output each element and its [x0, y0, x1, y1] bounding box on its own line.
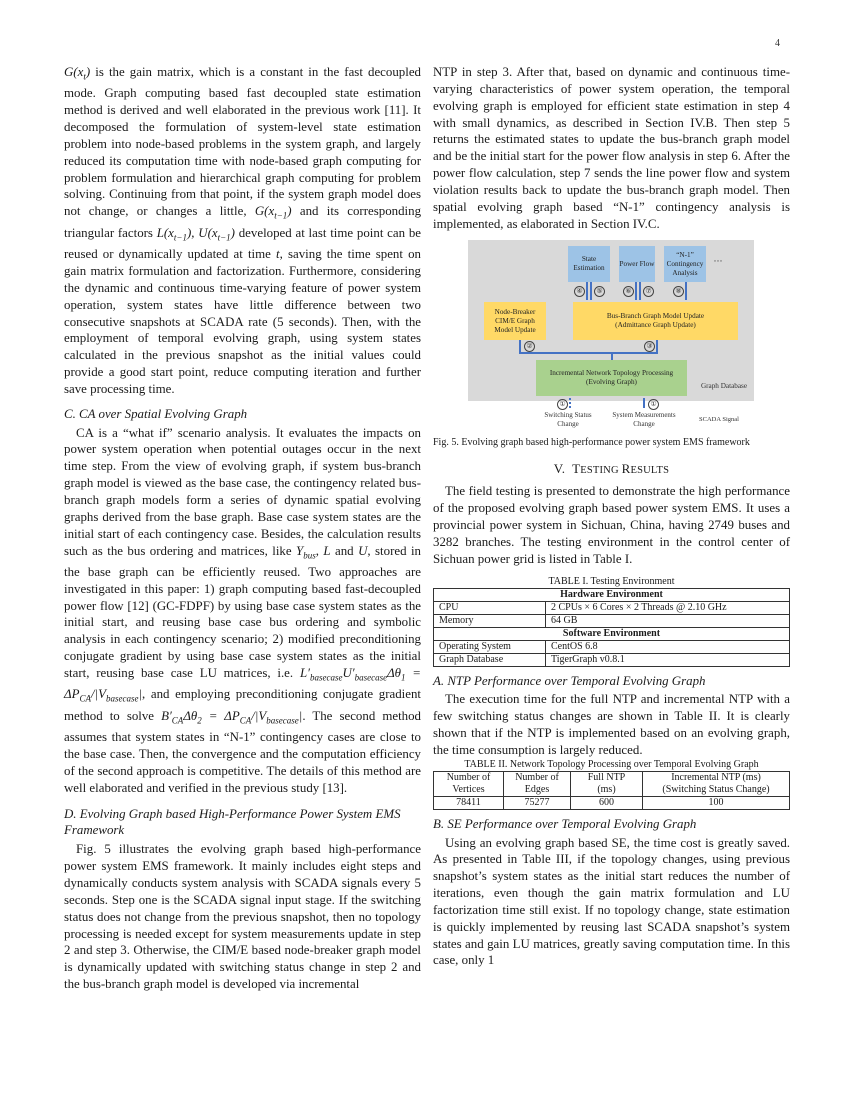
evolving-graph-label: (Evolving Graph) [586, 378, 637, 387]
step-4-marker: ④ [574, 286, 585, 297]
section-a-heading: A. NTP Performance over Temporal Evolving Graph [433, 673, 706, 688]
switching-status-label: Switching Status Change [544, 411, 592, 429]
step-7-arrow [639, 282, 641, 300]
section-d-heading: D. Evolving Graph based High-Performance Power System EMS Framework [64, 806, 401, 838]
heading-smallcaps-2: ESULTS [630, 465, 670, 477]
power-flow-box: Power Flow [619, 246, 655, 282]
heading-letter-r: R [621, 461, 631, 477]
heading-letter-t: T [572, 461, 581, 477]
state-estimation-box: State Estimation [568, 246, 610, 282]
header-full-ntp: Full NTP (ms) [571, 771, 643, 796]
cell-memory-value: 64 GB [546, 614, 790, 627]
software-heading: Software Environment [434, 627, 790, 640]
right-column [433, 64, 790, 969]
step-6-arrow [635, 282, 637, 300]
admittance-label: (Admittance Graph Update) [615, 321, 696, 330]
hardware-heading: Hardware Environment [434, 588, 790, 601]
table-1-testing-environment [433, 588, 790, 667]
header-edges: Number of Edges [504, 771, 571, 796]
table-row [434, 653, 790, 666]
graph-database-label: Graph Database [700, 382, 748, 391]
section-c-heading: C. CA over Spatial Evolving Graph [64, 406, 248, 421]
header-vertices: Number of Vertices [434, 771, 504, 796]
step-6-marker: ⑥ [623, 286, 634, 297]
step-5-arrow [590, 282, 592, 300]
step-3-marker: ③ [644, 341, 655, 352]
section-v-heading [433, 461, 790, 480]
measurements-input-arrow [643, 398, 645, 408]
paragraph-testing: The field testing is presented to demonstrate the high performance of the proposed evolving graph based power system EMS. It uses a provincial power system in Sichuan, China, having 2749 buses and 3282 branches. The testing environment in the control center of Sichuan power grid is listed in Table I. [433, 484, 790, 566]
cell-vertices: 78411 [434, 796, 504, 809]
table-row [434, 796, 790, 809]
header-incremental-ntp: Incremental NTP (ms) (Switching Status Change) [643, 771, 790, 796]
ellipsis-indicator: ··· [713, 255, 723, 266]
figure-5-ems-framework [468, 240, 778, 430]
step-1-marker-switching: ① [557, 399, 568, 410]
connector-line [519, 352, 658, 354]
incremental-ntp-box [536, 360, 687, 396]
table-row [434, 614, 790, 627]
measurements-label: System Measurements Change [612, 411, 676, 429]
cell-graphdb-label: Graph Database [434, 653, 546, 666]
cell-os-label: Operating System [434, 640, 546, 653]
bus-branch-box [573, 302, 738, 340]
switching-input-arrow [569, 398, 571, 408]
paragraph-framework: Fig. 5 illustrates the evolving graph based high-performance power system EMS framework. It mainly includes eight steps and dynamically conducts system analysis with SCADA signals every 5 seconds. Step one is the SCADA signal input stage. If the switching status does not change from the previous snapshot, then no topology processing is needed except for system measurements update in step 2 and step 3. Otherwise, the CIM/E based node-breaker graph model is dynamically updated with switching status change in step 2 and the bus-branch graph model is developed via incremental [64, 842, 421, 992]
left-column [64, 64, 421, 993]
step-8-arrow [685, 282, 687, 300]
table-row [434, 640, 790, 653]
table-2-ntp-performance [433, 771, 790, 810]
paragraph-ca: CA is a “what if” scenario analysis. It evaluates the impacts on power system operation when potential outages occur in the next time step. From the view of evolving graph, if system bus-branch graph model is viewed as the base case, the contingency related bus-branch graph models form a series of dynamic spatial evolving graphs derived from the base graph. Base case system states are the initial start of each contingency case. Besides, the calculation results such as the bus ordering and matrices, like $Y_{bus}$, L and U, stored in the base graph can be efficiently reused. Two approaches are investigated in this paper: 1) graph computing based fast-decoupled power flow [12] (GC-FDPF) by using base case system states as the initial start, and reusing base case bus ordering and symbolic analysis in each contingency scenario; 2) modified preconditioning conjugate gradient by using base case system states as the initial start, reusing base case LU matrices, i.e. $L'_{basecase}U'_{basecase}\Delta\theta_1 = \Delta P_{CA}/|V_{basecase}|$, and employing preconditioning conjugate gradient method to solve $B'_{CA}\Delta\theta_2 = \Delta P_{CA}/|V_{basecase}|$. The second method assumes that system states in “N-1” contingency cases are close to the base case. Then, the convergence and the computation efficiency of the second approach is competitive. The details of this method are well elaborated and verified in the previous study [13]. [64, 425, 422, 795]
contingency-analysis-box: “N-1” Contingency Analysis [664, 246, 706, 282]
paragraph-ntp-performance: The execution time for the full NTP and incremental NTP with a few switching status changes are shown in Table II. It is clearly shown that if the NTP is implemented based on an evolving graph, the time consumption is largely reduced. [433, 692, 790, 757]
cell-os-value: CentOS 6.8 [546, 640, 790, 653]
step-8-marker: ⑧ [673, 286, 684, 297]
table-header-row [434, 771, 790, 796]
paragraph-gain-matrix: $G(x_t)$ is the gain matrix, which is a constant in the fast decoupled mode. Graph computing based fast decoupled state estimation method is derived and well elaborated in the previous work [11]. It decomposed the formulation of system-level state estimation problem into node-based problems in the system graph, and largely reduced its computation time with node-based graph computing for problem formulation and hierarchical graph computing for problem solving. Continuing from that point, if the system graph model does not change, or changes a little, $G(x_{t-1})$ and its corresponding triangular factors $L(x_{t-1})$, $U(x_{t-1})$ developed at last time point can be reused or dynamically updated at time t, saving the time spent on gain matrix formulation and factorization. Furthermore, considering the dynamic and continuous time-varying feature of power system operation, system states have little difference between two consecutive snapshots at SCADA rate (5 seconds). Then, with the employment of temporal evolving graph, using system states calculated in the previous snapshot as the initial values could provide a good start point, reduce computing iteration and further save processing time. [64, 65, 422, 396]
scada-signal-label: SCADA Signal [699, 416, 739, 424]
step-1-marker-measurements: ① [648, 399, 659, 410]
step-4-arrow [586, 282, 588, 300]
bus-branch-label: Bus-Branch Graph Model Update [606, 312, 705, 321]
table-1-caption: TABLE I. Testing Environment [548, 575, 675, 587]
ntp-label: Incremental Network Topology Processing [549, 369, 674, 378]
page-number: 4 [775, 38, 780, 49]
step-2-marker: ② [524, 341, 535, 352]
figure-5-caption: Fig. 5. Evolving graph based high-performance power system EMS framework [433, 437, 750, 449]
step-7-marker: ⑦ [643, 286, 654, 297]
table-2-caption: TABLE II. Network Topology Processing over Temporal Evolving Graph [464, 758, 759, 770]
table-row [434, 601, 790, 614]
ntp-connector [611, 352, 613, 360]
cell-full-ntp: 600 [571, 796, 643, 809]
cell-incremental-ntp: 100 [643, 796, 790, 809]
step-5-marker: ⑤ [594, 286, 605, 297]
cell-graphdb-value: TigerGraph v0.8.1 [546, 653, 790, 666]
node-breaker-box: Node-Breaker CIM/E Graph Model Update [484, 302, 546, 340]
paragraph-ntp-steps: NTP in step 3. After that, based on dynamic and continuous time-varying characteristics of power system operation, the temporal evolving graph is employed for efficient state estimation in step 4 with small dynamics, as described in Section IV.B. Then step 5 returns the estimated states to update the bus-branch graph model and be the initial start for the power flow analysis in step 6. After the power flow calculation, step 7 sends the line power flow and system violation results back to update the bus-branch graph model. Then spatial evolving graph based “N-1” contingency analysis is implemented, as elaborated in Section IV.C. [433, 65, 790, 231]
heading-smallcaps-1: ESTING [580, 465, 622, 477]
section-b-heading: B. SE Performance over Temporal Evolving Graph [433, 816, 697, 831]
paragraph-se-performance: Using an evolving graph based SE, the time cost is greatly saved. As presented in Table III, if the topology changes, using previous snapshot’s system states as the initial start reduces the number of iterations, even though the gain matrix formulation and LU factorization time still exist. If no topology change, state estimation is quickly implemented by reusing last SCADA snapshot’s system states and gain LU matrices, greatly saving computation time. In this case, only 1 [433, 835, 790, 968]
cell-edges: 75277 [504, 796, 571, 809]
section-numeral: V. [553, 461, 566, 477]
cell-cpu-label: CPU [434, 601, 546, 614]
cell-memory-label: Memory [434, 614, 546, 627]
cell-cpu-value: 2 CPUs × 6 Cores × 2 Threads @ 2.10 GHz [546, 601, 790, 614]
